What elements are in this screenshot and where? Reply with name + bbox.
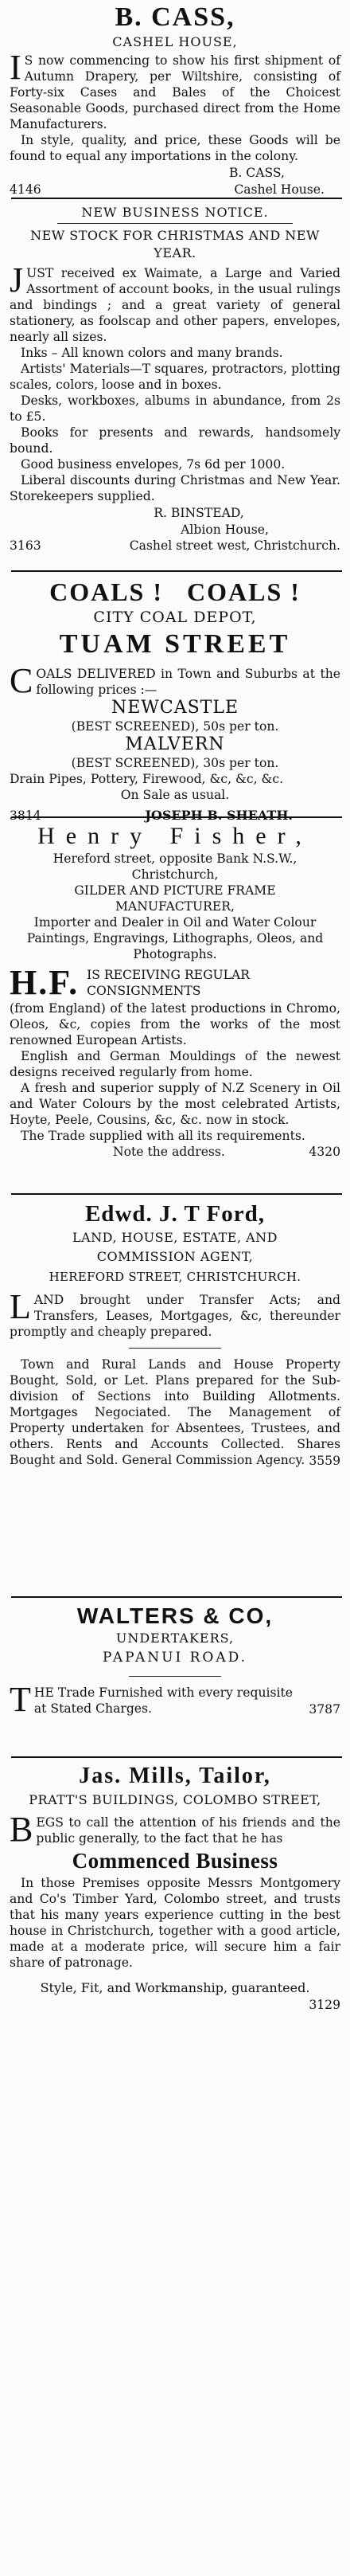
- walters-line-1: UNDERTAKERS,: [115, 1631, 235, 1646]
- binstead-heading: NEW STOCK FOR CHRISTMAS AND NEW YEAR.: [30, 228, 320, 260]
- divider-1: [11, 198, 342, 199]
- binstead-house: Albion House,: [181, 523, 269, 537]
- fisher-body-3: English and German Mouldings of the newest designs received regularly from home.: [10, 1049, 340, 1079]
- ford-inner-rule: [129, 1348, 221, 1349]
- coals-newcastle-price: (BEST SCREENED), 50s per ton.: [71, 719, 279, 734]
- ford-line-2: COMMISSION AGENT,: [96, 1249, 254, 1264]
- mills-title: Jas. Mills, Tailor,: [79, 1764, 271, 1788]
- walters-title: WALTERS & CO,: [76, 1603, 274, 1628]
- divider-2: [11, 570, 342, 572]
- fisher-hf: H.F.: [10, 963, 80, 1002]
- coals-body-1: COALS DELIVERED in Town and Suburbs at the following prices :—: [10, 661, 340, 700]
- coals-street: TUAM STREET: [59, 629, 291, 659]
- ford-advertisement: [10, 1200, 340, 1468]
- mills-body-1: BEGS to call the attention of his friends and the public generally, to the fact that he has: [10, 1810, 340, 1849]
- divider-3: [11, 816, 342, 818]
- divider-6: [11, 1756, 342, 1758]
- cass-sign: B. CASS,: [228, 166, 285, 180]
- cass-ref: 4146: [10, 182, 41, 197]
- binstead-notice: NEW BUSINESS NOTICE.: [81, 205, 269, 220]
- binstead-body-4: Desks, workboxes, albums in abundance, from 2s to £5.: [10, 393, 340, 424]
- fisher-hf-row: [10, 965, 340, 1000]
- coals-depot: CITY COAL DEPOT,: [93, 609, 257, 626]
- coals-body-3: On Sale as usual.: [120, 788, 230, 802]
- walters-inner-rule: [129, 1676, 221, 1677]
- cass-title: B. CASS,: [115, 2, 235, 32]
- coals-malvern: MALVERN: [125, 734, 225, 754]
- divider-4: [11, 1193, 342, 1195]
- cass-advertisement: [10, 2, 340, 198]
- fisher-footer: [10, 1144, 340, 1160]
- fisher-body-4: A fresh and superior supply of N.Z Scenery in Oil and Water Colours by the most celebrated Artists, Hoyte, Peele, Cousins, &c, &c. now in stock.: [10, 1081, 340, 1127]
- fisher-body-5: The Trade supplied with all its requirements.: [21, 1129, 305, 1143]
- mills-line-1: PRATT'S BUILDINGS, COLOMBO STREET,: [29, 1792, 321, 1807]
- cass-address: Cashel House.: [234, 182, 325, 197]
- binstead-footer: [10, 538, 340, 554]
- binstead-body-6: Good business envelopes, 7s 6d per 1000.: [21, 457, 286, 472]
- coals-advertisement: [10, 577, 340, 824]
- cass-footer: [10, 182, 340, 198]
- coals-sign: JOSEPH B. SHEATH.: [145, 808, 293, 823]
- fisher-note: Note the address.: [113, 1145, 225, 1159]
- walters-line-2: PAPANUI ROAD.: [102, 1650, 248, 1666]
- coals-body-2: Drain Pipes, Pottery, Firewood, &c, &c, &c.: [10, 772, 284, 786]
- ford-line-3: HEREFORD STREET, CHRISTCHURCH.: [49, 1270, 301, 1284]
- coals-ref: 3814: [10, 808, 41, 823]
- cass-subtitle: CASHEL HOUSE,: [112, 34, 238, 49]
- mills-advertisement: [10, 1762, 340, 2012]
- walters-ref: 3787: [309, 1702, 340, 1717]
- fisher-body-1: Importer and Dealer in Oil and Water Colour Paintings, Engravings, Lithographs, Oleos, and Photographs.: [26, 915, 324, 961]
- walters-body-1: THE Trade Furnished with every requisite at Stated Charges.: [10, 1680, 293, 1719]
- ford-body-1: LAND brought under Transfer Acts; and Transfers, Leases, Mortgages, &c, thereunder promptly and cheaply prepared.: [10, 1287, 340, 1339]
- cass-body-2: In style, quality, and price, these Goods will be found to equal any importations in the colony.: [10, 133, 340, 163]
- fisher-ref: 4320: [309, 1145, 340, 1159]
- coals-malvern-price: (BEST SCREENED), 30s per ton.: [71, 756, 279, 770]
- binstead-notice-rule: [57, 223, 293, 224]
- binstead-ref: 3163: [10, 538, 41, 553]
- fisher-body-2: (from England) of the latest productions in Chromo, Oleos, &c, copies from the works of the most renowned European Artists.: [10, 1001, 340, 1047]
- ford-line-1: LAND, HOUSE, ESTATE, AND: [72, 1230, 278, 1245]
- fisher-advertisement: [10, 822, 340, 1160]
- fisher-hf-text: IS RECEIVING REGULAR CONSIGNMENTS: [87, 968, 251, 998]
- ford-title: Edwd. J. T Ford,: [84, 1201, 266, 1227]
- ford-ref: 3559: [309, 1454, 340, 1468]
- binstead-sign: R. BINSTEAD,: [154, 506, 244, 520]
- binstead-body-1: JUST received ex Waimate, a Large and Varied Assortment of account books, in the usual rulings and bindings ; and a great variety of general stationery, as foolscap and other papers, envelopes, nearly all sizes.: [10, 260, 340, 344]
- binstead-body-7: Liberal discounts during Christmas and New Year. Storekeepers supplied.: [10, 473, 340, 503]
- fisher-trade: GILDER AND PICTURE FRAME MANUFACTURER,: [74, 883, 276, 914]
- fisher-title: Henry Fisher,: [37, 823, 313, 849]
- coals-newcastle: NEWCASTLE: [111, 698, 239, 718]
- divider-5: [11, 1596, 342, 1598]
- mills-ref: 3129: [309, 1998, 340, 2012]
- mills-body-2: In those Premises opposite Messrs Montgomery and Co's Timber Yard, Colombo street, and trusts that his many years experience cutting in the best house in Christchurch, together with a good article, made at a moderate price, will secure him a fair share of patronage.: [10, 1876, 340, 1970]
- mills-sign: Style, Fit, and Workmanship, guaranteed.: [40, 1980, 310, 1995]
- binstead-body-2: Inks – All known colors and many brands.: [21, 346, 283, 360]
- binstead-body-3: Artists' Materials—T squares, protractors, plotting scales, colors, loose and in boxes.: [10, 362, 340, 392]
- binstead-body-5: Books for presents and rewards, handsomely bound.: [10, 425, 340, 456]
- coals-title: COALS ! COALS !: [49, 577, 301, 606]
- walters-advertisement: [10, 1603, 340, 1717]
- fisher-address: Hereford street, opposite Bank N.S.W., Christchurch,: [52, 851, 298, 882]
- ford-body-2: Town and Rural Lands and House Property Bought, Sold, or Let. Plans prepared for the Sub-division of Sections into Building Allotments. Mortgages Negociated. The Management of Property undertaken for Absentees, Trustees, and others. Rents and Accounts Collected. Shares Bought and Sold. General Commission Agency.: [10, 1357, 340, 1467]
- binstead-advertisement: [10, 204, 340, 554]
- cass-body-1: IS now commencing to show his first shipment of Autumn Drapery, per Wiltshire, consisting of Forty-six Cases and Bales of the Choicest Seasonable Goods, purchased direct from the Home Manufacturers.: [10, 48, 340, 131]
- mills-headline: Commenced Business: [72, 1849, 278, 1873]
- coals-footer: [10, 808, 340, 824]
- binstead-address: Cashel street west, Christchurch.: [129, 538, 340, 553]
